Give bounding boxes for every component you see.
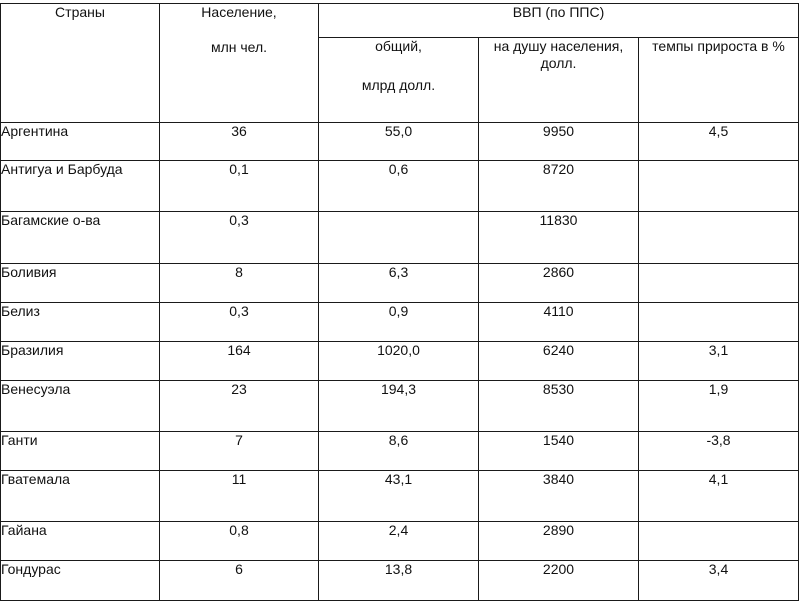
table-row: [1, 303, 799, 342]
cell-country-text: Боливия: [1, 264, 57, 280]
header-row-top: [1, 4, 799, 38]
header-gdp-group: [319, 4, 799, 38]
table-row: [1, 342, 799, 381]
cell-gdp-per-capita: [479, 561, 639, 601]
cell-gdp-growth-text: 1,9: [708, 381, 729, 397]
cell-gdp-total: [319, 342, 479, 381]
cell-gdp-growth: [639, 123, 799, 161]
header-gdp-group-label: ВВП (по ППС): [512, 4, 605, 20]
cell-gdp-total-text: 6,3: [388, 264, 409, 280]
header-gdp-total-line1: общий,: [375, 38, 422, 54]
table-row: [1, 161, 799, 212]
cell-gdp-total-text: 55,0: [384, 123, 413, 139]
cell-gdp-total: [319, 561, 479, 601]
cell-population-text: 7: [235, 432, 243, 448]
header-gdp-total: [319, 38, 479, 123]
cell-country-text: Аргентина: [1, 123, 69, 139]
table-row: [1, 381, 799, 432]
cell-population-text: 11: [231, 471, 247, 487]
cell-gdp-growth: [639, 342, 799, 381]
cell-gdp-growth-text: 3,1: [708, 342, 729, 358]
cell-country: [1, 381, 160, 432]
cell-country-text: Антигуа и Барбуда: [1, 161, 123, 177]
cell-population: [160, 471, 319, 522]
cell-gdp-growth: [639, 471, 799, 522]
cell-country: [1, 264, 160, 303]
cell-gdp-growth-text: 3,4: [708, 561, 729, 577]
cell-gdp-per-capita-text: 2200: [542, 561, 575, 577]
cell-country: [1, 342, 160, 381]
cell-population: [160, 264, 319, 303]
cell-gdp-per-capita: [479, 264, 639, 303]
cell-gdp-per-capita: [479, 522, 639, 561]
cell-country-text: Гайана: [1, 522, 47, 538]
cell-population: [160, 522, 319, 561]
cell-country: [1, 303, 160, 342]
cell-gdp-per-capita-text: 2860: [542, 264, 575, 280]
table-row: [1, 212, 799, 264]
cell-country-text: Гондурас: [1, 561, 61, 577]
cell-population-text: 0,3: [229, 303, 249, 319]
cell-country: [1, 471, 160, 522]
cell-population: [160, 123, 319, 161]
cell-country-text: Венесуэла: [1, 381, 71, 397]
cell-population-text: 36: [231, 123, 247, 139]
cell-gdp-total: [319, 212, 479, 264]
table-row: [1, 264, 799, 303]
cell-population: [160, 561, 319, 601]
cell-gdp-per-capita-text: 6240: [542, 342, 575, 358]
cell-gdp-per-capita-text: 8720: [542, 161, 575, 177]
cell-gdp-total-text: 13,8: [384, 561, 413, 577]
cell-gdp-total: [319, 161, 479, 212]
cell-gdp-growth-text: -3,8: [706, 432, 731, 448]
cell-gdp-per-capita: [479, 432, 639, 471]
cell-gdp-total: [319, 264, 479, 303]
header-gdp-per-capita-line1: на душу населения,: [493, 38, 624, 54]
cell-gdp-growth: [639, 432, 799, 471]
header-population: [160, 4, 319, 123]
countries-gdp-table: [0, 3, 799, 601]
cell-country-text: Гватемала: [1, 471, 70, 487]
header-country-label: Страны: [55, 4, 105, 20]
cell-gdp-total-text: 194,3: [380, 381, 417, 397]
cell-gdp-total-text: 8,6: [388, 432, 409, 448]
cell-country-text: Багамские о-ва: [1, 212, 101, 228]
cell-country-text: Бразилия: [1, 342, 64, 358]
cell-gdp-total: [319, 522, 479, 561]
cell-population-text: 0,3: [229, 212, 249, 228]
cell-gdp-per-capita-text: 2890: [542, 522, 575, 538]
table-row: [1, 471, 799, 522]
cell-gdp-per-capita-text: 3840: [542, 471, 575, 487]
cell-country: [1, 212, 160, 264]
cell-population-text: 164: [227, 342, 251, 358]
cell-gdp-growth: [639, 522, 799, 561]
header-gdp-per-capita: [479, 38, 639, 123]
header-population-line1: Население,: [201, 4, 277, 20]
table-row: [1, 432, 799, 471]
table-row: [1, 561, 799, 601]
cell-gdp-total-text: 2,4: [388, 522, 409, 538]
header-population-line2: млн чел.: [210, 39, 268, 55]
table-body: [1, 123, 799, 601]
cell-population: [160, 342, 319, 381]
cell-gdp-total: [319, 381, 479, 432]
header-gdp-per-capita-line2: долл.: [540, 55, 577, 71]
cell-gdp-growth: [639, 561, 799, 601]
header-gdp-growth-label: темпы прироста в %: [652, 38, 785, 54]
cell-population-text: 23: [231, 381, 247, 397]
cell-gdp-total: [319, 123, 479, 161]
cell-gdp-growth: [639, 161, 799, 212]
cell-gdp-per-capita-text: 11830: [539, 212, 578, 228]
cell-population: [160, 212, 319, 264]
cell-country: [1, 522, 160, 561]
cell-country-text: Белиз: [1, 303, 40, 319]
cell-population-text: 0,1: [229, 161, 249, 177]
header-gdp-total-line2: млрд долл.: [361, 77, 436, 93]
cell-gdp-total: [319, 303, 479, 342]
cell-population-text: 8: [235, 264, 243, 280]
cell-gdp-per-capita: [479, 212, 639, 264]
table-row: [1, 123, 799, 161]
cell-country-text: Ганти: [1, 432, 38, 448]
cell-population-text: 6: [235, 561, 243, 577]
cell-gdp-per-capita-text: 9950: [542, 123, 575, 139]
cell-gdp-total-text: 0,9: [388, 303, 409, 319]
cell-population-text: 0,8: [229, 522, 249, 538]
cell-gdp-per-capita: [479, 342, 639, 381]
cell-gdp-per-capita: [479, 381, 639, 432]
cell-gdp-total-text: 1020,0: [377, 342, 420, 358]
cell-gdp-per-capita: [479, 303, 639, 342]
header-country: [1, 4, 160, 123]
cell-country: [1, 123, 160, 161]
cell-gdp-total-text: 0,6: [388, 161, 409, 177]
cell-gdp-per-capita: [479, 123, 639, 161]
cell-gdp-total: [319, 471, 479, 522]
cell-gdp-growth-text: 4,1: [708, 471, 729, 487]
cell-population: [160, 381, 319, 432]
cell-gdp-growth: [639, 303, 799, 342]
cell-population: [160, 161, 319, 212]
cell-gdp-per-capita-text: 4110: [543, 303, 574, 319]
table-row: [1, 522, 799, 561]
cell-gdp-per-capita: [479, 471, 639, 522]
header-gdp-growth: [639, 38, 799, 123]
cell-population: [160, 303, 319, 342]
cell-gdp-total-text: 43,1: [384, 471, 413, 487]
cell-gdp-growth: [639, 264, 799, 303]
cell-country: [1, 561, 160, 601]
cell-gdp-growth: [639, 212, 799, 264]
cell-gdp-growth: [639, 381, 799, 432]
cell-gdp-growth-text: 4,5: [708, 123, 729, 139]
cell-population: [160, 432, 319, 471]
cell-gdp-per-capita-text: 1540: [542, 432, 575, 448]
cell-gdp-total: [319, 432, 479, 471]
cell-country: [1, 161, 160, 212]
cell-gdp-per-capita: [479, 161, 639, 212]
cell-country: [1, 432, 160, 471]
cell-gdp-per-capita-text: 8530: [542, 381, 575, 397]
